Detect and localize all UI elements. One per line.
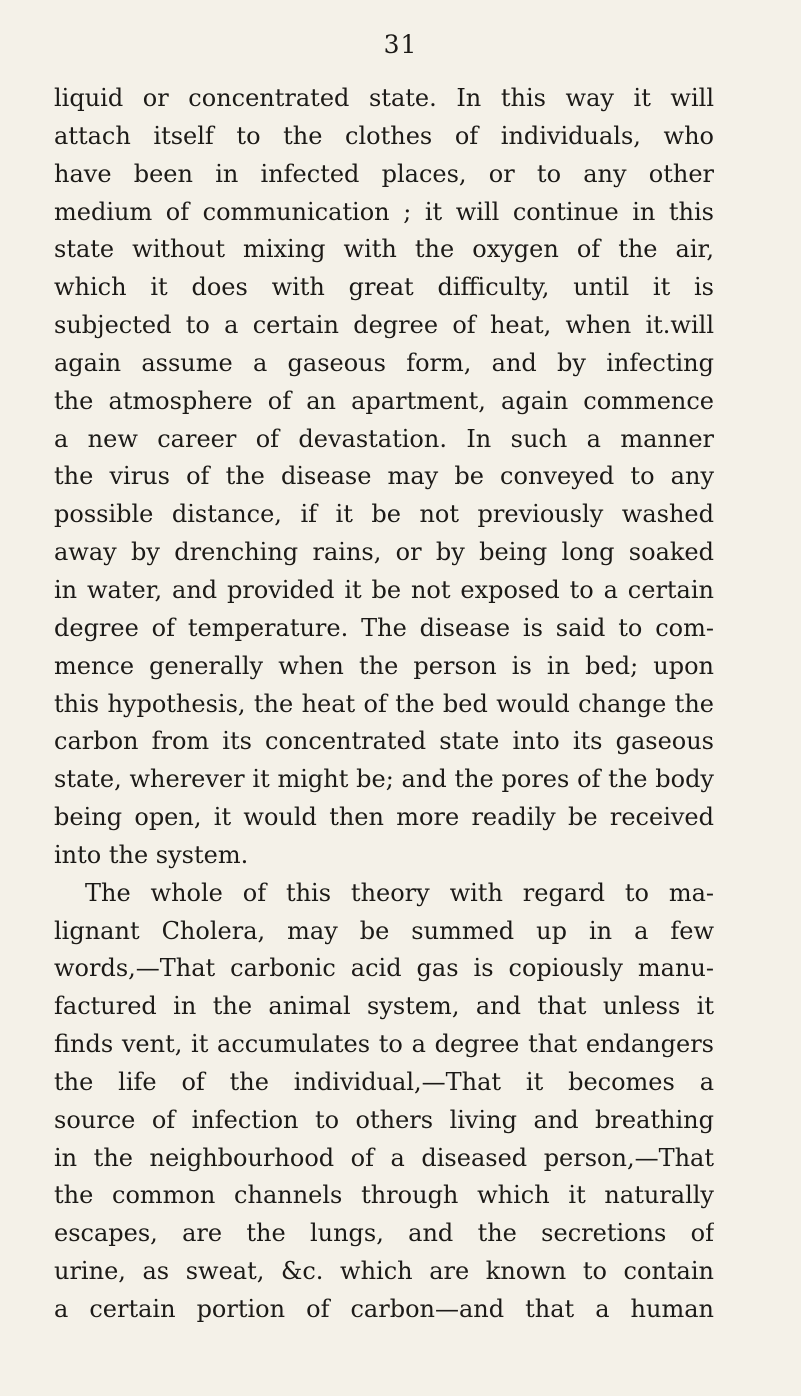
text-line: lignant Cholera, may be summed up in a few	[54, 916, 714, 945]
text-line: The whole of this theory with regard to ma-	[85, 878, 714, 907]
text-line: source of infection to others living and breathing	[54, 1105, 714, 1134]
text-line: state, wherever it might be; and the pores of the body	[54, 765, 714, 794]
text-line: again assume a gaseous form, and by infecting	[54, 348, 714, 377]
text-line: attach itself to the clothes of individuals, who	[54, 121, 714, 150]
text-line: in water, and provided it be not exposed to a certain	[54, 575, 714, 604]
body-text	[54, 80, 714, 1329]
text-line: a new career of devastation. In such a manner	[54, 424, 714, 453]
text-line: liquid or concentrated state. In this way it will	[54, 84, 714, 112]
text-line: into the system.	[54, 840, 249, 869]
text-line: this hypothesis, the heat of the bed would change the	[54, 689, 714, 718]
text-line: state without mixing with the oxygen of the air,	[54, 235, 714, 264]
text-line: the atmosphere of an apartment, again commence	[54, 386, 714, 415]
text-line: a certain portion of carbon—and that a human	[54, 1295, 714, 1323]
text-line: in the neighbourhood of a diseased person,—That	[54, 1143, 714, 1172]
text-line: being open, it would then more readily be received	[54, 803, 714, 832]
text-line: which it does with great difficulty, until it is	[54, 273, 714, 302]
text-line: escapes, are the lungs, and the secretions of	[54, 1219, 714, 1248]
text-line: the common channels through which it naturally	[54, 1181, 714, 1210]
text-line: words,—That carbonic acid gas is copiously manu-	[54, 954, 714, 983]
text-line: possible distance, if it be not previously washed	[54, 500, 714, 529]
page-number: 31	[383, 30, 418, 59]
text-line: mence generally when the person is in bed; upon	[54, 651, 714, 680]
text-line: degree of temperature. The disease is said to com-	[54, 613, 714, 642]
text-line: factured in the animal system, and that unless it	[54, 992, 714, 1021]
text-line: away by drenching rains, or by being long soaked	[54, 538, 714, 567]
text-line: medium of communication ; it will continue in this	[54, 197, 714, 226]
text-line: have been in infected places, or to any other	[54, 159, 714, 188]
text-line: urine, as sweat, &c. which are known to contain	[54, 1257, 714, 1286]
text-line: carbon from its concentrated state into its gaseous	[54, 727, 714, 756]
text-line: the virus of the disease may be conveyed to any	[54, 462, 714, 491]
text-line: finds vent, it accumulates to a degree that endangers	[54, 1030, 714, 1059]
text-line: the life of the individual,—That it becomes a	[54, 1067, 714, 1096]
text-line: subjected to a certain degree of heat, when it.will	[54, 311, 714, 340]
